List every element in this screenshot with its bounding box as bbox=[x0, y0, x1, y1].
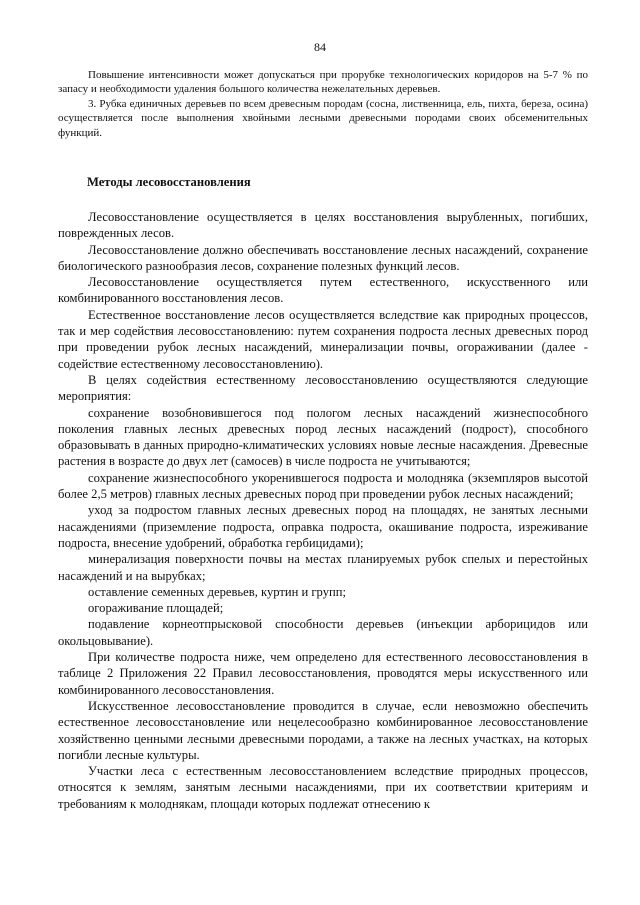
paragraph: Лесовосстановление осуществляется в целях восстановления вырубленных, погибших, поврежденных лесов. bbox=[58, 210, 588, 241]
paragraph: Естественное восстановление лесов осуществляется вследствие как природных процессов, так и мер содействия лесовосстановлению: путем сохранения подроста лесных древесных пород при проведении рубок лесных насаждений, минерализации почвы, огораживании (далее - содействие естественному лесовосстановлению). bbox=[58, 307, 588, 371]
paragraph: Искусственное лесовосстановление проводится в случае, если невозможно обеспечить естественное лесовосстановление или нецелесообразно комбинированное лесовосстановление хозяйственно ценными лесными древесными породами, а также на лесных участках, на которых погибли лесные культуры. bbox=[58, 698, 588, 762]
paragraph: Лесовосстановление осуществляется путем естественного, искусственного или комбинированного восстановления лесов. bbox=[58, 275, 588, 306]
list-item: сохранение жизнеспособного укоренившегося подроста и молодняка (экземпляров высотой более 2,5 метров) главных лесных древесных пород при проведении рубок лесных насаждений; bbox=[58, 470, 588, 502]
list-item: огораживание площадей; bbox=[88, 601, 224, 616]
paragraph: В целях содействия естественному лесовосстановлению осуществляются следующие мероприятия: bbox=[58, 372, 588, 404]
list-item: минерализация поверхности почвы на местах планируемых рубок спелых и перестойных насаждений и на вырубках; bbox=[58, 552, 588, 583]
section-heading: Методы лесовосстановления bbox=[87, 175, 251, 189]
page-number: 84 bbox=[314, 40, 326, 54]
list-item: уход за подростом главных лесных древесных пород на площадях, не занятых лесными насаждениями (приземление подроста, оправка подроста, окашивание подроста, изреживание подроста, внесение удобрений, обработка гербицидами); bbox=[58, 503, 588, 550]
list-item: оставление семенных деревьев, куртин и групп; bbox=[88, 584, 346, 599]
paragraph: 3. Рубка единичных деревьев по всем древесным породам (сосна, лиственница, ель, пихта, береза, осина) осуществляется после выполнения хвойными лесными древесными породами своих обсеменительных функций. bbox=[58, 97, 588, 139]
paragraph: Участки леса с естественным лесовосстановлением вследствие природных процессов, относятся к землям, занятым лесными насаждениями, при их соответствии критериям и требованиям к молоднякам, площади которых подлежат отнесению к bbox=[58, 764, 588, 811]
paragraph: При количестве подроста ниже, чем определено для естественного лесовосстановления в таблице 2 Приложения 22 Правил лесовосстановления, проводятся меры искусственного или комбинированного лесовосстановления. bbox=[58, 650, 588, 697]
paragraph: Повышение интенсивности может допускаться при прорубке технологических коридоров на 5-7 % по запасу и необходимости удаления большого количества нежелательных деревьев. bbox=[58, 69, 588, 96]
list-item: сохранение возобновившегося под пологом лесных насаждений жизнеспособного поколения главных лесных древесных пород лесных насаждений (подрост), способного образовывать в данных природно-климатических условиях новые лесные насаждения. Древесные растения в возрасте до двух лет (самосев) в числе подроста не учитываются; bbox=[58, 405, 588, 469]
top-text-block bbox=[58, 68, 588, 140]
list-item: подавление корнеотпрысковой способности деревьев (инъекции арборицидов или окольцовывание). bbox=[58, 617, 588, 648]
paragraph: Лесовосстановление должно обеспечивать восстановление лесных насаждений, сохранение биологического разнообразия лесов, сохранение полезных функций лесов. bbox=[58, 242, 588, 273]
main-text-block bbox=[58, 209, 588, 812]
